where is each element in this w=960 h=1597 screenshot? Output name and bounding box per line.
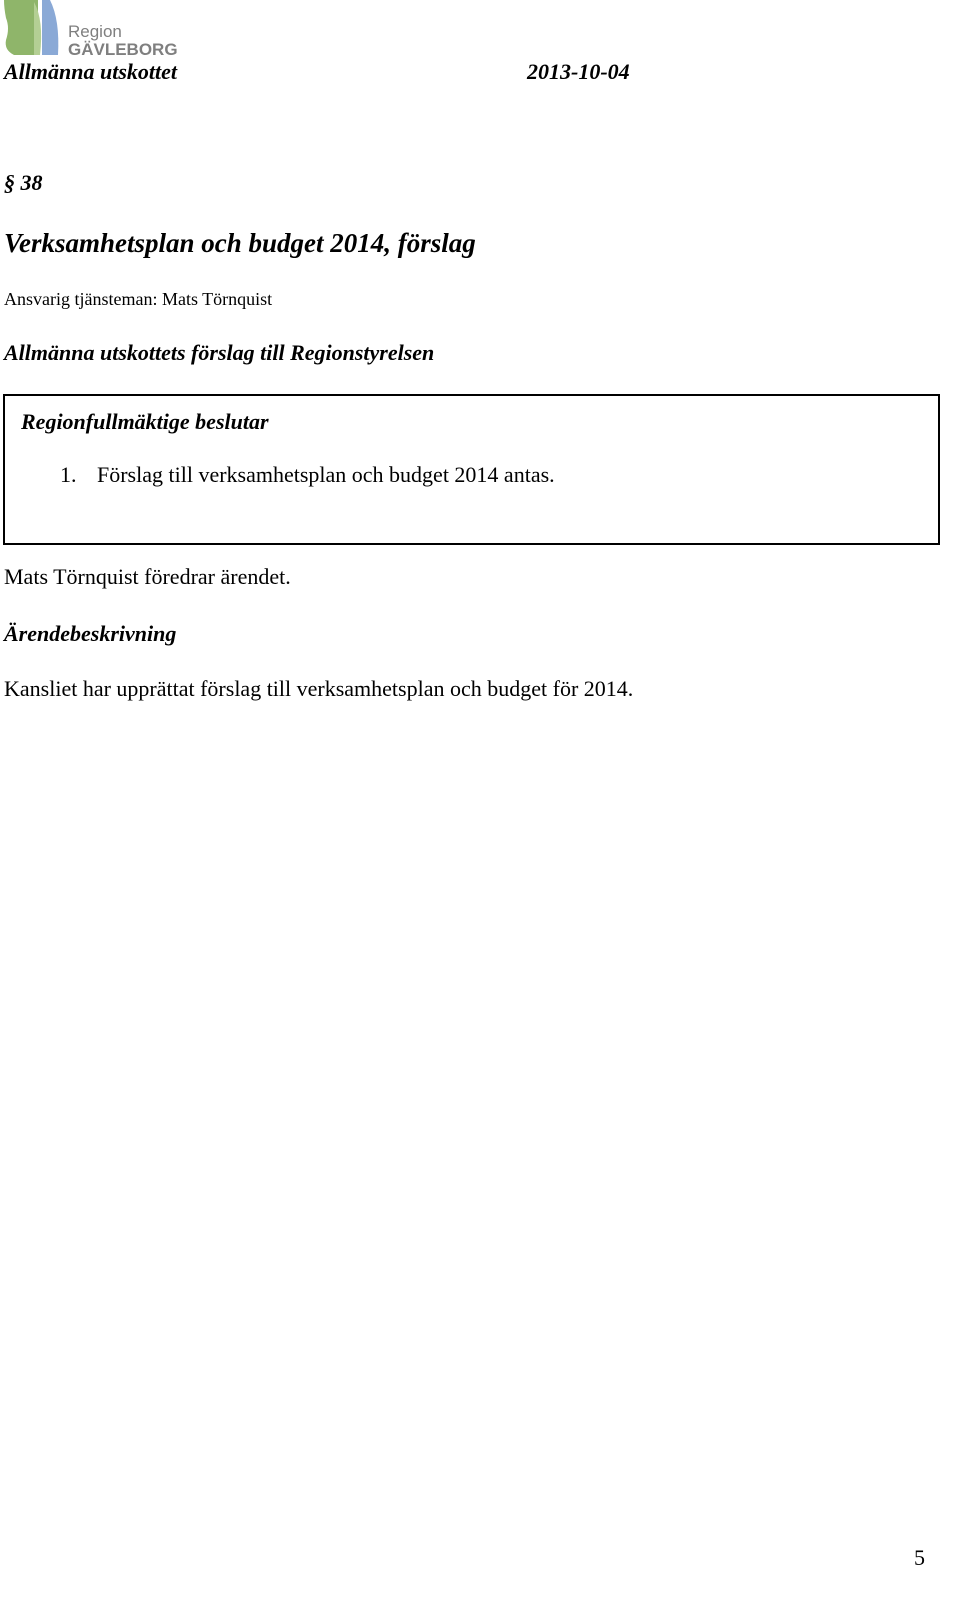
presenter-note: Mats Törnquist föredrar ärendet. [4, 564, 291, 589]
paragraph-number: § 38 [4, 170, 43, 195]
description-body: Kansliet har upprättat förslag till verksamhetsplan och budget för 2014. [4, 676, 634, 701]
decision-item-text: Förslag till verksamhetsplan och budget 2014 antas. [97, 462, 555, 487]
page-number: 5 [914, 1545, 925, 1570]
meeting-date: 2013-10-04 [527, 59, 630, 84]
logo-text-region: Region [68, 22, 122, 41]
logo-text-county: GÄVLEBORG [68, 40, 178, 59]
section-title: Verksamhetsplan och budget 2014, förslag [4, 228, 476, 258]
proposal-heading: Allmänna utskottets förslag till Regionstyrelsen [4, 340, 435, 365]
decision-item [60, 462, 555, 488]
logo-mark-icon [4, 0, 64, 58]
committee-name: Allmänna utskottet [4, 59, 177, 84]
description-heading: Ärendebeskrivning [4, 621, 177, 646]
decision-heading: Regionfullmäktige beslutar [21, 409, 269, 434]
region-gavleborg-logo [4, 0, 178, 60]
responsible-official: Ansvarig tjänsteman: Mats Törnquist [4, 289, 273, 309]
decision-box [3, 394, 940, 545]
decision-item-number: 1. [60, 462, 77, 487]
